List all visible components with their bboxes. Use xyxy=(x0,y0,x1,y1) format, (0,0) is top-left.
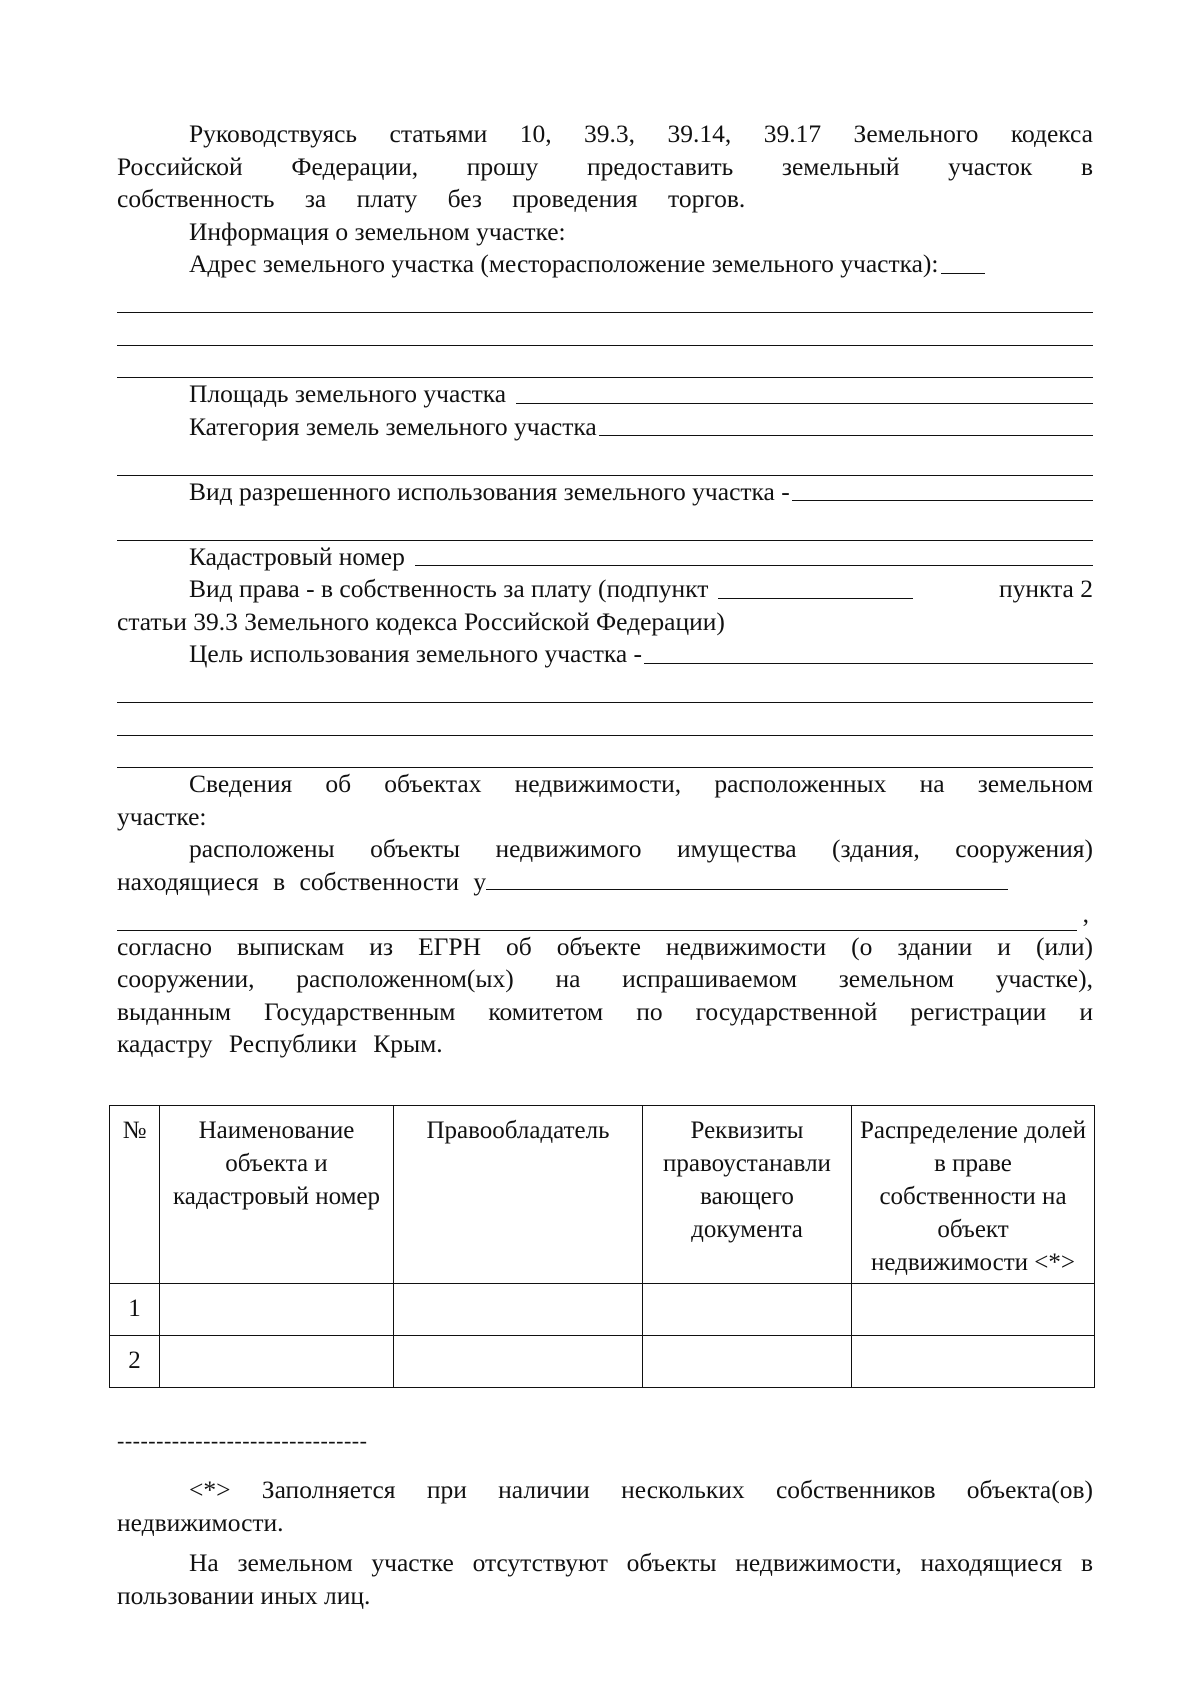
permitted-use-row xyxy=(117,476,1093,509)
cell-document[interactable] xyxy=(643,1336,852,1388)
egrn-paragraph: согласно выпискам из ЕГРН об объекте недвижимости (о здании и (или) сооружении, расположенном(ых) на испрашиваемом земельном участке), выданным Государственным комитетом по государственной регистрации и кадастру Республики Крым. xyxy=(117,931,1093,1058)
cadastral-field[interactable] xyxy=(415,564,1093,566)
cell-document[interactable] xyxy=(643,1284,852,1336)
header-object-name: Наименование объекта и кадастровый номер xyxy=(160,1106,394,1284)
purpose-row xyxy=(117,638,1093,671)
address-field-line-4[interactable] xyxy=(117,346,1093,379)
area-label: Площадь земельного участка xyxy=(189,379,507,408)
footnote-text: <*> Заполняется при наличии нескольких собственников объекта(ов) недвижимости. xyxy=(117,1475,1093,1537)
purpose-field[interactable] xyxy=(644,662,1093,664)
objects-owner-text: расположены объекты недвижимого имущества (здания, сооружения) находящиеся в собственности у xyxy=(117,834,1093,896)
permitted-use-label: Вид разрешенного использования земельного участка - xyxy=(189,476,790,506)
header-number: № xyxy=(110,1106,160,1284)
cadastral-row xyxy=(117,541,1093,574)
address-field[interactable] xyxy=(941,272,985,274)
owner-field-line-2-wrap xyxy=(117,898,1093,931)
cell-shares[interactable] xyxy=(852,1336,1095,1388)
category-label: Категория земель земельного участка xyxy=(189,411,597,441)
objects-heading: Сведения об объектах недвижимости, расположенных на земельном участке: xyxy=(117,769,1093,831)
header-owner: Правообладатель xyxy=(394,1106,643,1284)
permitted-use-field[interactable] xyxy=(792,499,1093,501)
subparagraph-field[interactable] xyxy=(718,597,913,599)
header-shares: Распределение долей в праве собственности на объект недвижимости <*> xyxy=(852,1106,1095,1284)
table-row xyxy=(110,1284,1095,1336)
row-number: 2 xyxy=(110,1336,160,1388)
owner-comma: , xyxy=(1082,899,1089,928)
category-field-line-2[interactable] xyxy=(117,443,1093,476)
purpose-field-line-3[interactable] xyxy=(117,703,1093,736)
footnote-block xyxy=(117,1428,1093,1612)
purpose-field-line-2[interactable] xyxy=(117,671,1093,704)
closing-paragraph: На земельном участке отсутствуют объекты недвижимости, находящиеся в пользовании иных лиц. xyxy=(117,1548,1093,1610)
cell-object-name[interactable] xyxy=(160,1336,394,1388)
owner-field[interactable] xyxy=(486,867,1008,890)
cell-shares[interactable] xyxy=(852,1284,1095,1336)
table-header-row xyxy=(110,1106,1095,1284)
category-field[interactable] xyxy=(599,434,1093,436)
right-type-article: статьи 39.3 Земельного кодекса Российской Федерации) xyxy=(117,606,725,636)
row-number: 1 xyxy=(110,1284,160,1336)
purpose-label: Цель использования земельного участка - xyxy=(189,639,643,668)
right-type-point: пункта 2 xyxy=(999,574,1093,603)
area-field[interactable] xyxy=(516,402,1093,404)
objects-owner-block xyxy=(117,833,1093,898)
address-field-line-2[interactable] xyxy=(117,281,1093,314)
cell-owner[interactable] xyxy=(394,1336,643,1388)
address-field-line-3[interactable] xyxy=(117,313,1093,346)
header-document: Реквизиты правоустанавли вающего документа xyxy=(643,1106,852,1284)
cell-object-name[interactable] xyxy=(160,1284,394,1336)
purpose-field-line-4[interactable] xyxy=(117,736,1093,769)
cell-owner[interactable] xyxy=(394,1284,643,1336)
footnote-separator: -------------------------------- xyxy=(117,1428,368,1453)
application-body xyxy=(117,118,1093,1061)
address-label: Адрес земельного участка (месторасположение земельного участка): xyxy=(189,249,939,278)
right-type-row xyxy=(117,573,1093,606)
right-type-label: Вид права - в собственность за плату (подпункт xyxy=(189,574,709,603)
intro-paragraph: Руководствуясь статьями 10, 39.3, 39.14, 39.17 Земельного кодекса Российской Федерации, прошу предоставить земельный участок в собственность за плату без проведения торгов. xyxy=(117,119,1093,213)
info-heading: Информация о земельном участке: xyxy=(189,216,566,246)
owner-field-line-2[interactable] xyxy=(117,898,1077,931)
cadastral-label: Кадастровый номер xyxy=(189,541,405,571)
area-row xyxy=(117,378,1093,411)
address-row xyxy=(117,248,1093,281)
permitted-use-field-line-2[interactable] xyxy=(117,508,1093,541)
category-row xyxy=(117,411,1093,444)
table-row xyxy=(110,1336,1095,1388)
real-estate-table xyxy=(109,1105,1095,1388)
